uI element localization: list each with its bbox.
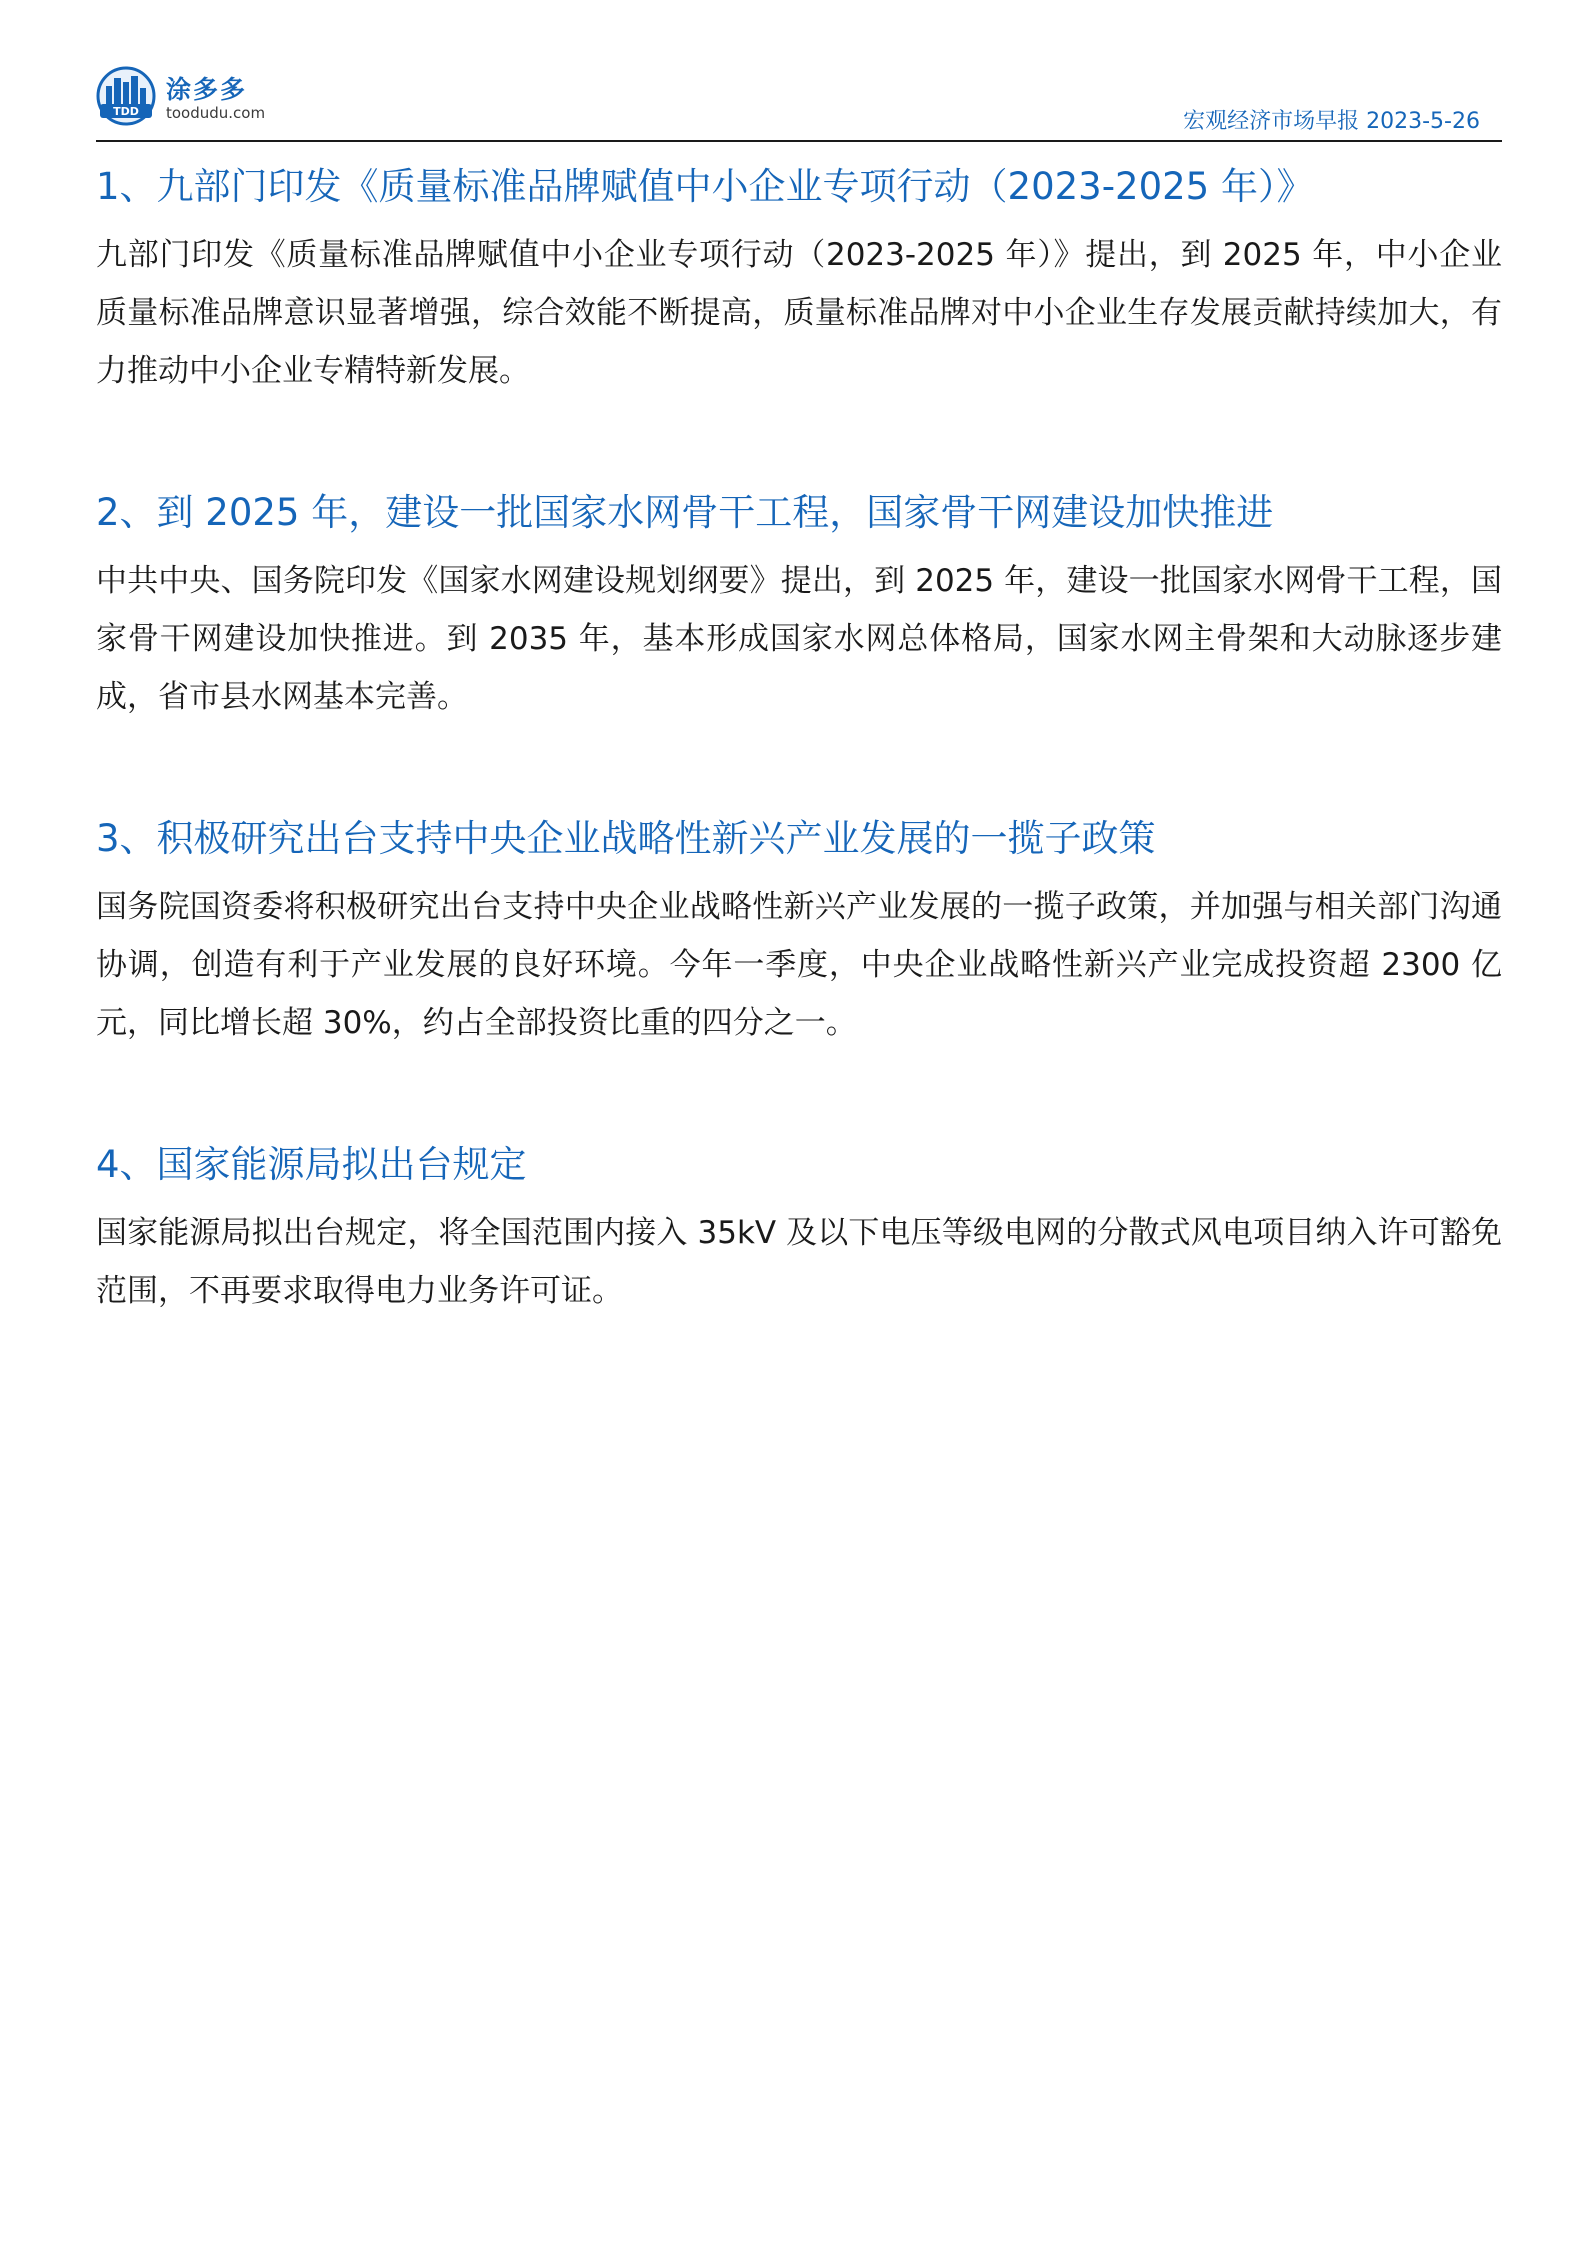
news-body: 九部门印发《质量标准品牌赋值中小企业专项行动（2023-2025 年）》提出，到 2025 年，中小企业质量标准品牌意识显著增强，综合效能不断提高，质量标准品牌对中小企业生存发展贡献持续加大，有力推动中小企业专精特新发展。 [96, 237, 1502, 389]
logo-website: toodudu.com [166, 104, 266, 122]
news-title: 1、九部门印发《质量标准品牌赋值中小企业专项行动（2023-2025 年）》 [96, 165, 1314, 208]
report-content [96, 156, 1502, 1402]
news-body: 国家能源局拟出台规定，将全国范围内接入 35kV 及以下电压等级电网的分散式风电项目纳入许可豁免范围，不再要求取得电力业务许可证。 [96, 1215, 1502, 1309]
logo-name: 涂多多 [166, 75, 248, 104]
brand-logo[interactable] [96, 62, 356, 138]
news-item [96, 1134, 1502, 1320]
news-item [96, 808, 1502, 1052]
news-body: 国务院国资委将积极研究出台支持中央企业战略性新兴产业发展的一揽子政策，并加强与相关部门沟通协调，创造有利于产业发展的良好环境。今年一季度，中央企业战略性新兴产业完成投资超 2300 亿元，同比增长超 30%，约占全部投资比重的四分之一。 [96, 889, 1502, 1041]
news-item [96, 156, 1502, 400]
report-title: 宏观经济市场早报 2023-5-26 [1183, 109, 1480, 134]
header-divider [96, 140, 1502, 142]
news-item [96, 482, 1502, 726]
news-title: 3、积极研究出台支持中央企业战略性新兴产业发展的一揽子政策 [96, 817, 1156, 860]
city-skyline-logo-icon [96, 66, 156, 126]
news-title: 2、到 2025 年，建设一批国家水网骨干工程，国家骨干网建设加快推进 [96, 491, 1274, 534]
news-title: 4、国家能源局拟出台规定 [96, 1143, 527, 1186]
page-header [96, 62, 1502, 142]
logo-mark-text: TDD [113, 105, 139, 118]
news-body: 中共中央、国务院印发《国家水网建设规划纲要》提出，到 2025 年，建设一批国家水网骨干工程，国家骨干网建设加快推进。到 2035 年，基本形成国家水网总体格局，国家水网主骨架和大动脉逐步建成，省市县水网基本完善。 [96, 563, 1502, 715]
